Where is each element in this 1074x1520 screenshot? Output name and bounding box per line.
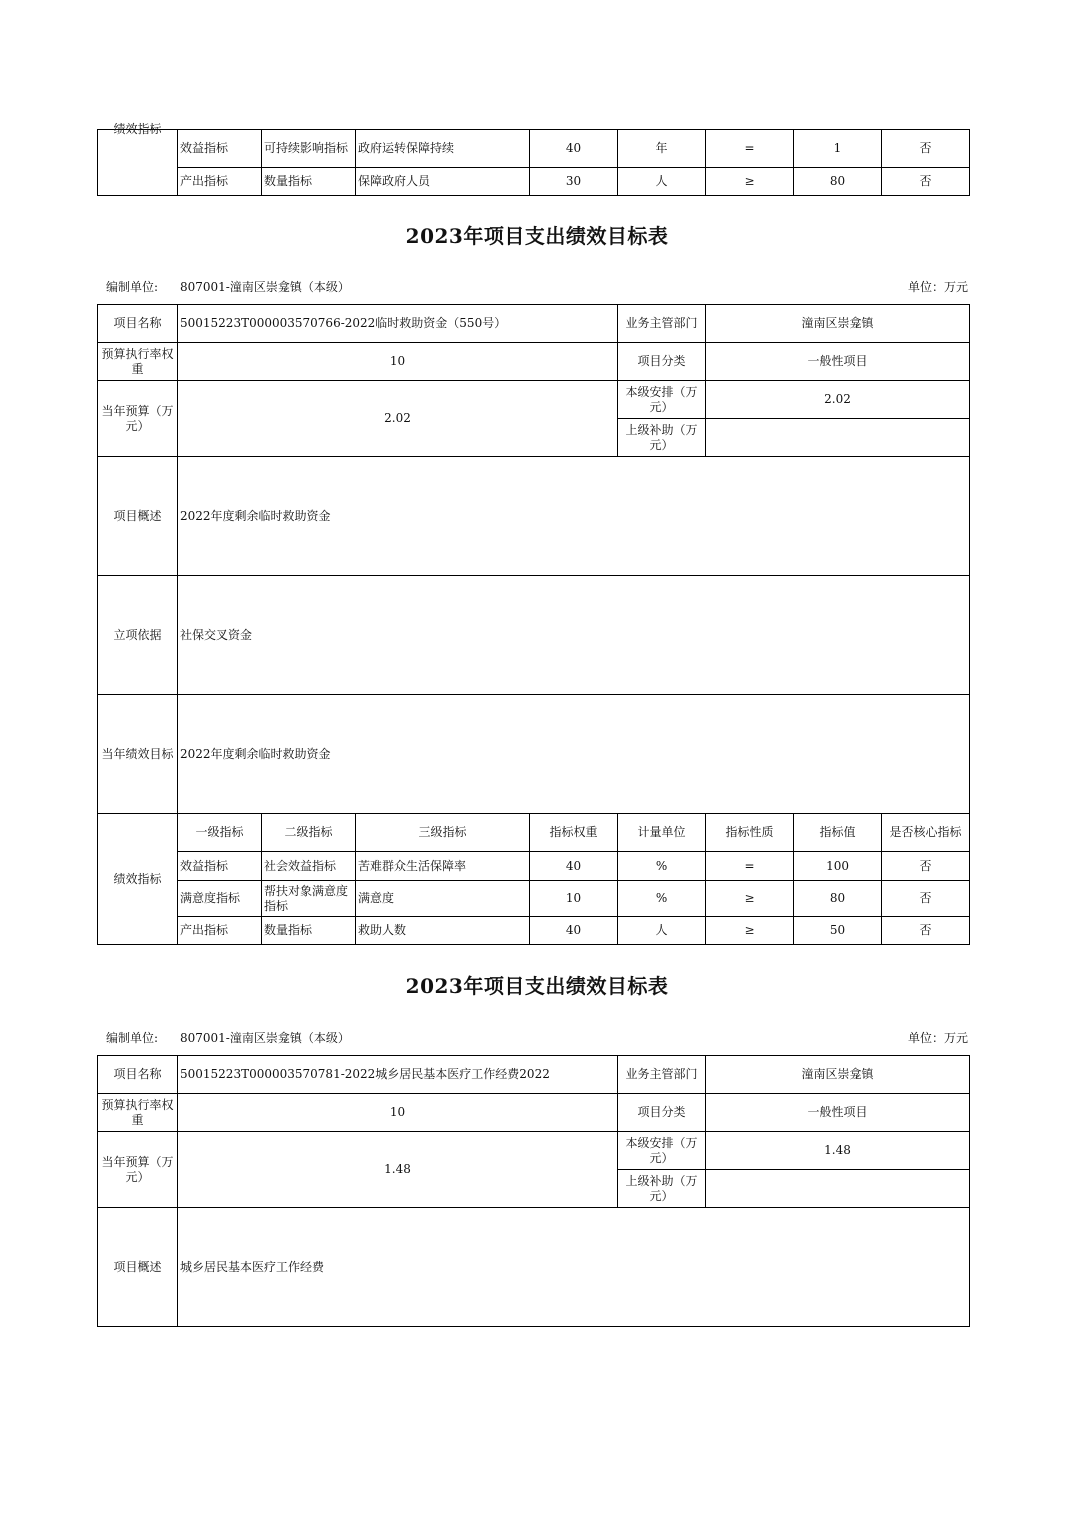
table-row bbox=[98, 852, 970, 881]
cell: 人 bbox=[618, 168, 706, 196]
dept-value: 潼南区崇龛镇 bbox=[706, 1056, 970, 1094]
cell: 救助人数 bbox=[356, 917, 530, 945]
perf-label: 绩效指标 bbox=[98, 814, 178, 945]
table2-title: 2023年项目支出绩效目标表 bbox=[405, 974, 669, 998]
local-value: 2.02 bbox=[706, 381, 970, 419]
project-name-value: 50015223T000003570781-2022城乡居民基本医疗工作经费2022 bbox=[178, 1056, 618, 1094]
cell: 社会效益指标 bbox=[262, 852, 356, 881]
category-value: 一般性项目 bbox=[706, 343, 970, 381]
cell: 苦难群众生活保障率 bbox=[356, 852, 530, 881]
category-value: 一般性项目 bbox=[706, 1094, 970, 1132]
table1-org-value: 807001-潼南区崇龛镇（本级） bbox=[180, 280, 350, 294]
perf-header: 指标性质 bbox=[706, 814, 794, 852]
category-label: 项目分类 bbox=[618, 343, 706, 381]
cell: ≥ bbox=[706, 168, 794, 196]
perf-header: 三级指标 bbox=[356, 814, 530, 852]
cell: 1 bbox=[794, 130, 882, 168]
goal-label: 当年绩效目标 bbox=[98, 695, 178, 814]
cell: 否 bbox=[882, 130, 970, 168]
cell: 年 bbox=[618, 130, 706, 168]
cell: 效益指标 bbox=[178, 130, 262, 168]
cell: 人 bbox=[618, 917, 706, 945]
table2 bbox=[97, 1055, 970, 1327]
cell: 40 bbox=[530, 917, 618, 945]
top-fragment bbox=[97, 122, 970, 196]
cell: 否 bbox=[882, 852, 970, 881]
budget-label: 当年预算（万元） bbox=[98, 381, 178, 457]
cell: ≥ bbox=[706, 881, 794, 917]
cell: 30 bbox=[530, 168, 618, 196]
cell: 10 bbox=[530, 881, 618, 917]
dept-value: 潼南区崇龛镇 bbox=[706, 305, 970, 343]
perf-header: 指标权重 bbox=[530, 814, 618, 852]
cell: 80 bbox=[794, 881, 882, 917]
cell: % bbox=[618, 881, 706, 917]
cell: ≥ bbox=[706, 917, 794, 945]
table2-org-value: 807001-潼南区崇龛镇（本级） bbox=[180, 1031, 350, 1045]
category-label: 项目分类 bbox=[618, 1094, 706, 1132]
perf-header: 指标值 bbox=[794, 814, 882, 852]
cell: 50 bbox=[794, 917, 882, 945]
dept-label: 业务主管部门 bbox=[618, 1056, 706, 1094]
cell: 100 bbox=[794, 852, 882, 881]
local-value: 1.48 bbox=[706, 1132, 970, 1170]
cell: 政府运转保障持续 bbox=[356, 130, 530, 168]
cell: 否 bbox=[882, 168, 970, 196]
dept-label: 业务主管部门 bbox=[618, 305, 706, 343]
overview-value: 城乡居民基本医疗工作经费 bbox=[178, 1208, 970, 1327]
cell: 40 bbox=[530, 130, 618, 168]
table-row bbox=[98, 881, 970, 917]
perf-header: 是否核心指标 bbox=[882, 814, 970, 852]
cell: 效益指标 bbox=[178, 852, 262, 881]
table1-unit-label: 单位：万元 bbox=[907, 280, 968, 294]
cell: 否 bbox=[882, 881, 970, 917]
basis-label: 立项依据 bbox=[98, 576, 178, 695]
cell: = bbox=[706, 130, 794, 168]
cell: 可持续影响指标 bbox=[262, 130, 356, 168]
perf-header: 一级指标 bbox=[178, 814, 262, 852]
table-row bbox=[98, 917, 970, 945]
cell: 数量指标 bbox=[262, 168, 356, 196]
table1 bbox=[97, 304, 970, 945]
project-name-label: 项目名称 bbox=[98, 1056, 178, 1094]
upper-value bbox=[706, 1170, 970, 1208]
perf-header: 计量单位 bbox=[618, 814, 706, 852]
cell: % bbox=[618, 852, 706, 881]
cell: 否 bbox=[882, 917, 970, 945]
perf-header: 二级指标 bbox=[262, 814, 356, 852]
table2-unit-label: 单位：万元 bbox=[907, 1031, 968, 1045]
project-name-label: 项目名称 bbox=[98, 305, 178, 343]
section-label: 绩效指标 bbox=[98, 130, 178, 196]
cell: 产出指标 bbox=[178, 917, 262, 945]
cell: 40 bbox=[530, 852, 618, 881]
budget-label: 当年预算（万元） bbox=[98, 1132, 178, 1208]
top-fragment-table bbox=[97, 122, 970, 196]
cell: 数量指标 bbox=[262, 917, 356, 945]
weight-label: 预算执行率权重 bbox=[98, 343, 178, 381]
budget-value: 2.02 bbox=[178, 381, 618, 457]
overview-label: 项目概述 bbox=[98, 1208, 178, 1327]
cell: 80 bbox=[794, 168, 882, 196]
upper-label: 上级补助（万元） bbox=[618, 1170, 706, 1208]
table2-org-label: 编制单位: bbox=[106, 1031, 159, 1045]
upper-value bbox=[706, 419, 970, 457]
cell: 满意度指标 bbox=[178, 881, 262, 917]
table1-org-label: 编制单位: bbox=[106, 280, 159, 294]
cell: 保障政府人员 bbox=[356, 168, 530, 196]
overview-label: 项目概述 bbox=[98, 457, 178, 576]
local-label: 本级安排（万元） bbox=[618, 1132, 706, 1170]
upper-label: 上级补助（万元） bbox=[618, 419, 706, 457]
goal-value: 2022年度剩余临时救助资金 bbox=[178, 695, 970, 814]
cell: 满意度 bbox=[356, 881, 530, 917]
basis-value: 社保交叉资金 bbox=[178, 576, 970, 695]
weight-label: 预算执行率权重 bbox=[98, 1094, 178, 1132]
weight-value: 10 bbox=[178, 1094, 618, 1132]
budget-value: 1.48 bbox=[178, 1132, 618, 1208]
weight-value: 10 bbox=[178, 343, 618, 381]
project-name-value: 50015223T000003570766-2022临时救助资金（550号） bbox=[178, 305, 618, 343]
local-label: 本级安排（万元） bbox=[618, 381, 706, 419]
overview-value: 2022年度剩余临时救助资金 bbox=[178, 457, 970, 576]
table1-title: 2023年项目支出绩效目标表 bbox=[405, 224, 669, 248]
cell: = bbox=[706, 852, 794, 881]
cell: 产出指标 bbox=[178, 168, 262, 196]
cell: 帮扶对象满意度指标 bbox=[262, 881, 356, 917]
